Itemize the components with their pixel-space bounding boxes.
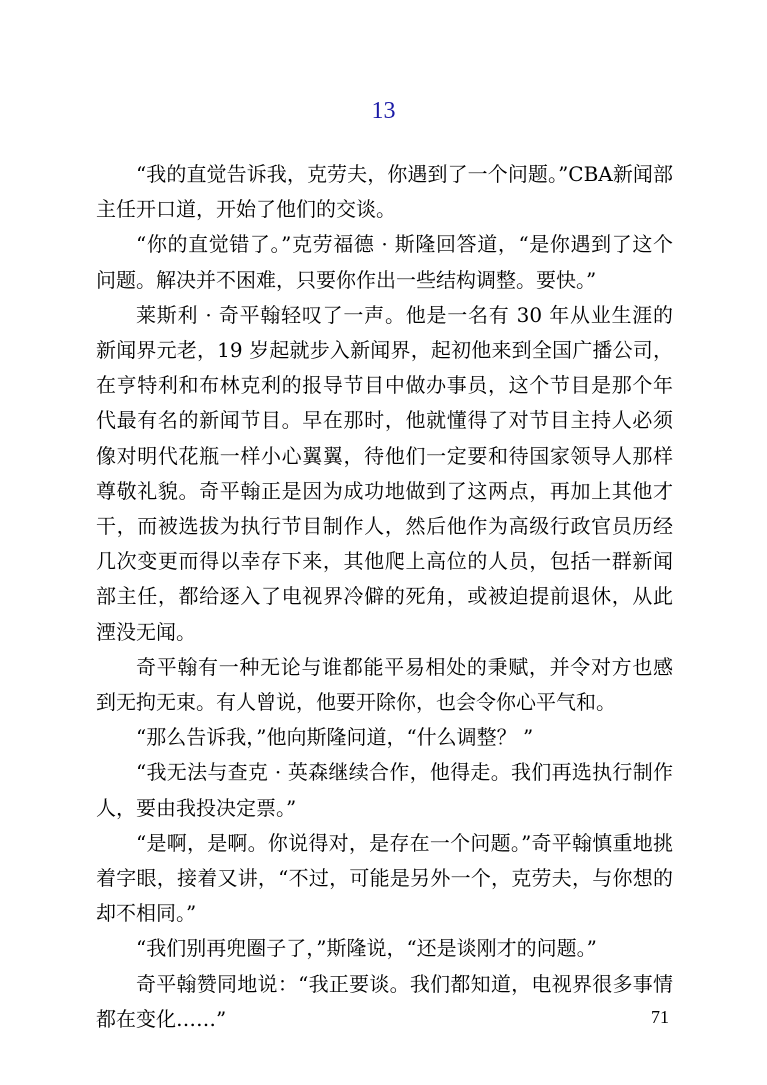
paragraph: “我的直觉告诉我，克劳夫，你遇到了一个问题。”CBA新闻部主任开口道，开始了他们的交谈。: [96, 162, 673, 222]
paragraph: 奇平翰有一种无论与谁都能平易相处的秉赋，并令对方也感到无拘无束。有人曾说，他要开除你，也会令你心平气和。: [96, 654, 673, 715]
paragraph: 奇平翰赞同地说：“我正要谈。我们都知道，电视界很多事情都在变化……”: [96, 971, 673, 1031]
paragraph: “你的直觉错了。”克劳福德 · 斯隆回答道，“是你遇到了这个问题。解决并不困难，只要你作出一些结构调整。要快。”: [96, 232, 673, 292]
paragraph: “是啊，是啊。你说得对，是存在一个问题。”奇平翰慎重地挑着字眼，接着又讲，“不过，可能是另外一个，克劳夫，与你想的却不相同。”: [96, 830, 673, 926]
paragraph: 莱斯利 · 奇平翰轻叹了一声。他是一名有 30 年从业生涯的新闻界元老，19 岁起就步入新闻界，起初他来到全国广播公司，在亨特利和布林克利的报导节目中做办事员，这个节目是那个年代最有名的新闻节目。早在那时，他就懂得了对节目主持人必须像对明代花瓶一样小心翼翼，待他们一定要和待国家领导人那样尊敬礼貌。奇平翰正是因为成功地做到了这两点，再加上其他才干，而被选拔为执行节目制作人，然后他作为高级行政官员历经几次变更而得以幸存下来，其他爬上高位的人员，包括一群新闻部主任，都给逐入了电视界冷僻的死角，或被迫提前退休，从此湮没无闻。: [96, 302, 673, 644]
chapter-number: 13: [371, 98, 396, 124]
paragraph: “那么告诉我，”他向斯隆问道，“什么调整？ ”: [136, 725, 534, 750]
paragraph: “我们别再兜圈子了，”斯隆说，“还是谈刚才的问题。”: [136, 936, 597, 961]
chapter-body: [96, 157, 673, 1037]
page-number: 71: [651, 1007, 669, 1027]
paragraph: “我无法与查克 · 英森继续合作，他得走。我们再选执行制作人，要由我投决定票。”: [96, 760, 673, 820]
